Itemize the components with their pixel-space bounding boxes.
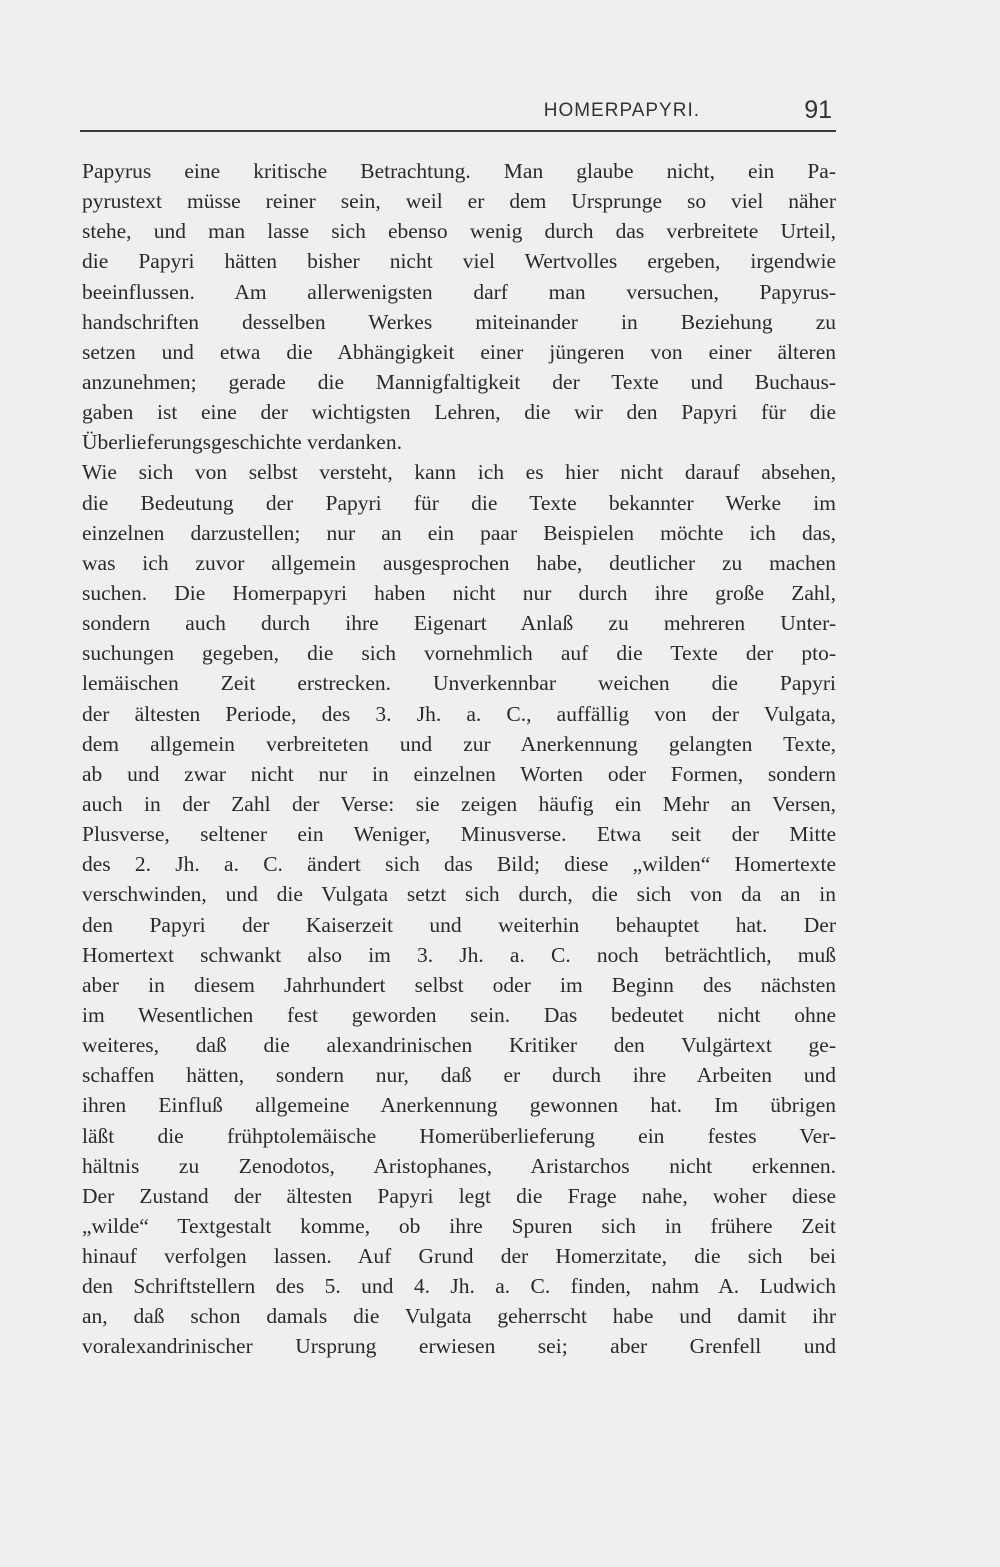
- text-line: lemäischen Zeit erstrecken. Unverkennbar weichen die Papyri: [82, 671, 836, 696]
- text-line: einzelnen darzustellen; nur an ein paar Beispielen möchte ich das,: [82, 520, 836, 545]
- running-title: HOMERPAPYRI.: [543, 100, 700, 121]
- text-line: aber in diesem Jahrhundert selbst oder im Beginn des nächsten: [82, 972, 836, 997]
- text-line: pyrustext müsse reiner sein, weil er dem Ursprunge so viel näher: [82, 189, 836, 214]
- text-line: gaben ist eine der wichtigsten Lehren, die wir den Papyri für die: [82, 400, 836, 425]
- text-line: Homertext schwankt also im 3. Jh. a. C. noch beträchtlich, muß: [82, 942, 836, 967]
- text-line: dem allgemein verbreiteten und zur Anerkennung gelangten Texte,: [82, 731, 836, 756]
- text-line: läßt die frühptolemäische Homerüberlieferung ein festes Ver-: [82, 1123, 836, 1148]
- text-line: hältnis zu Zenodotos, Aristophanes, Aristarchos nicht erkennen.: [82, 1153, 836, 1178]
- text-line: die Bedeutung der Papyri für die Texte bekannter Werke im: [82, 490, 836, 515]
- text-line: suchen. Die Homerpapyri haben nicht nur durch ihre große Zahl,: [82, 580, 836, 605]
- text-line: beeinflussen. Am allerwenigsten darf man versuchen, Papyrus-: [82, 279, 836, 304]
- text-line: der ältesten Periode, des 3. Jh. a. C., auffällig von der Vulgata,: [82, 701, 836, 726]
- text-line: des 2. Jh. a. C. ändert sich das Bild; diese „wilden“ Homertexte: [82, 852, 836, 877]
- text-line: ab und zwar nicht nur in einzelnen Worten oder Formen, sondern: [82, 761, 836, 786]
- text-line: Plusverse, seltener ein Weniger, Minusverse. Etwa seit der Mitte: [82, 822, 836, 847]
- text-line: an, daß schon damals die Vulgata geherrscht habe und damit ihr: [82, 1304, 836, 1329]
- text-line: schaffen hätten, sondern nur, daß er durch ihre Arbeiten und: [82, 1063, 836, 1088]
- text-line: im Wesentlichen fest geworden sein. Das bedeutet nicht ohne: [82, 1002, 836, 1027]
- body-text: [82, 156, 836, 1362]
- text-line: anzunehmen; gerade die Mannigfaltigkeit der Texte und Buchaus-: [82, 369, 836, 394]
- text-line: „wilde“ Textgestalt komme, ob ihre Spuren sich in frühere Zeit: [82, 1213, 836, 1238]
- text-line: weiteres, daß die alexandrinischen Kritiker den Vulgärtext ge-: [82, 1033, 836, 1058]
- text-line: den Schriftstellern des 5. und 4. Jh. a. C. finden, nahm A. Ludwich: [82, 1274, 836, 1299]
- text-line: Wie sich von selbst versteht, kann ich es hier nicht darauf absehen,: [82, 460, 836, 485]
- page-number: 91: [804, 96, 832, 124]
- text-line: auch in der Zahl der Verse: sie zeigen häufig ein Mehr an Versen,: [82, 791, 836, 816]
- header-rule: [80, 130, 836, 132]
- text-line: Papyrus eine kritische Betrachtung. Man glaube nicht, ein Pa-: [82, 159, 836, 183]
- text-line: was ich zuvor allgemein ausgesprochen habe, deutlicher zu machen: [82, 550, 836, 575]
- text-line: den Papyri der Kaiserzeit und weiterhin behauptet hat. Der: [82, 912, 836, 937]
- text-line: ihren Einfluß allgemeine Anerkennung gewonnen hat. Im übrigen: [82, 1093, 836, 1118]
- page-header: [80, 96, 840, 132]
- text-line: die Papyri hätten bisher nicht viel Wertvolles ergeben, irgendwie: [82, 249, 836, 274]
- text-line: Überlieferungsgeschichte verdanken.: [82, 430, 402, 455]
- text-line: Der Zustand der ältesten Papyri legt die Frage nahe, woher diese: [82, 1183, 836, 1208]
- text-line: handschriften desselben Werkes miteinander in Beziehung zu: [82, 309, 836, 334]
- text-line: voralexandrinischer Ursprung erwiesen sei; aber Grenfell und: [82, 1334, 836, 1359]
- text-line: verschwinden, und die Vulgata setzt sich durch, die sich von da an in: [82, 882, 836, 907]
- text-line: suchungen gegeben, die sich vornehmlich auf die Texte der pto-: [82, 641, 836, 666]
- text-line: sondern auch durch ihre Eigenart Anlaß zu mehreren Unter-: [82, 611, 836, 636]
- text-line: stehe, und man lasse sich ebenso wenig durch das verbreitete Urteil,: [82, 219, 836, 244]
- text-line: hinauf verfolgen lassen. Auf Grund der Homerzitate, die sich bei: [82, 1244, 836, 1269]
- text-line: setzen und etwa die Abhängigkeit einer jüngeren von einer älteren: [82, 339, 836, 364]
